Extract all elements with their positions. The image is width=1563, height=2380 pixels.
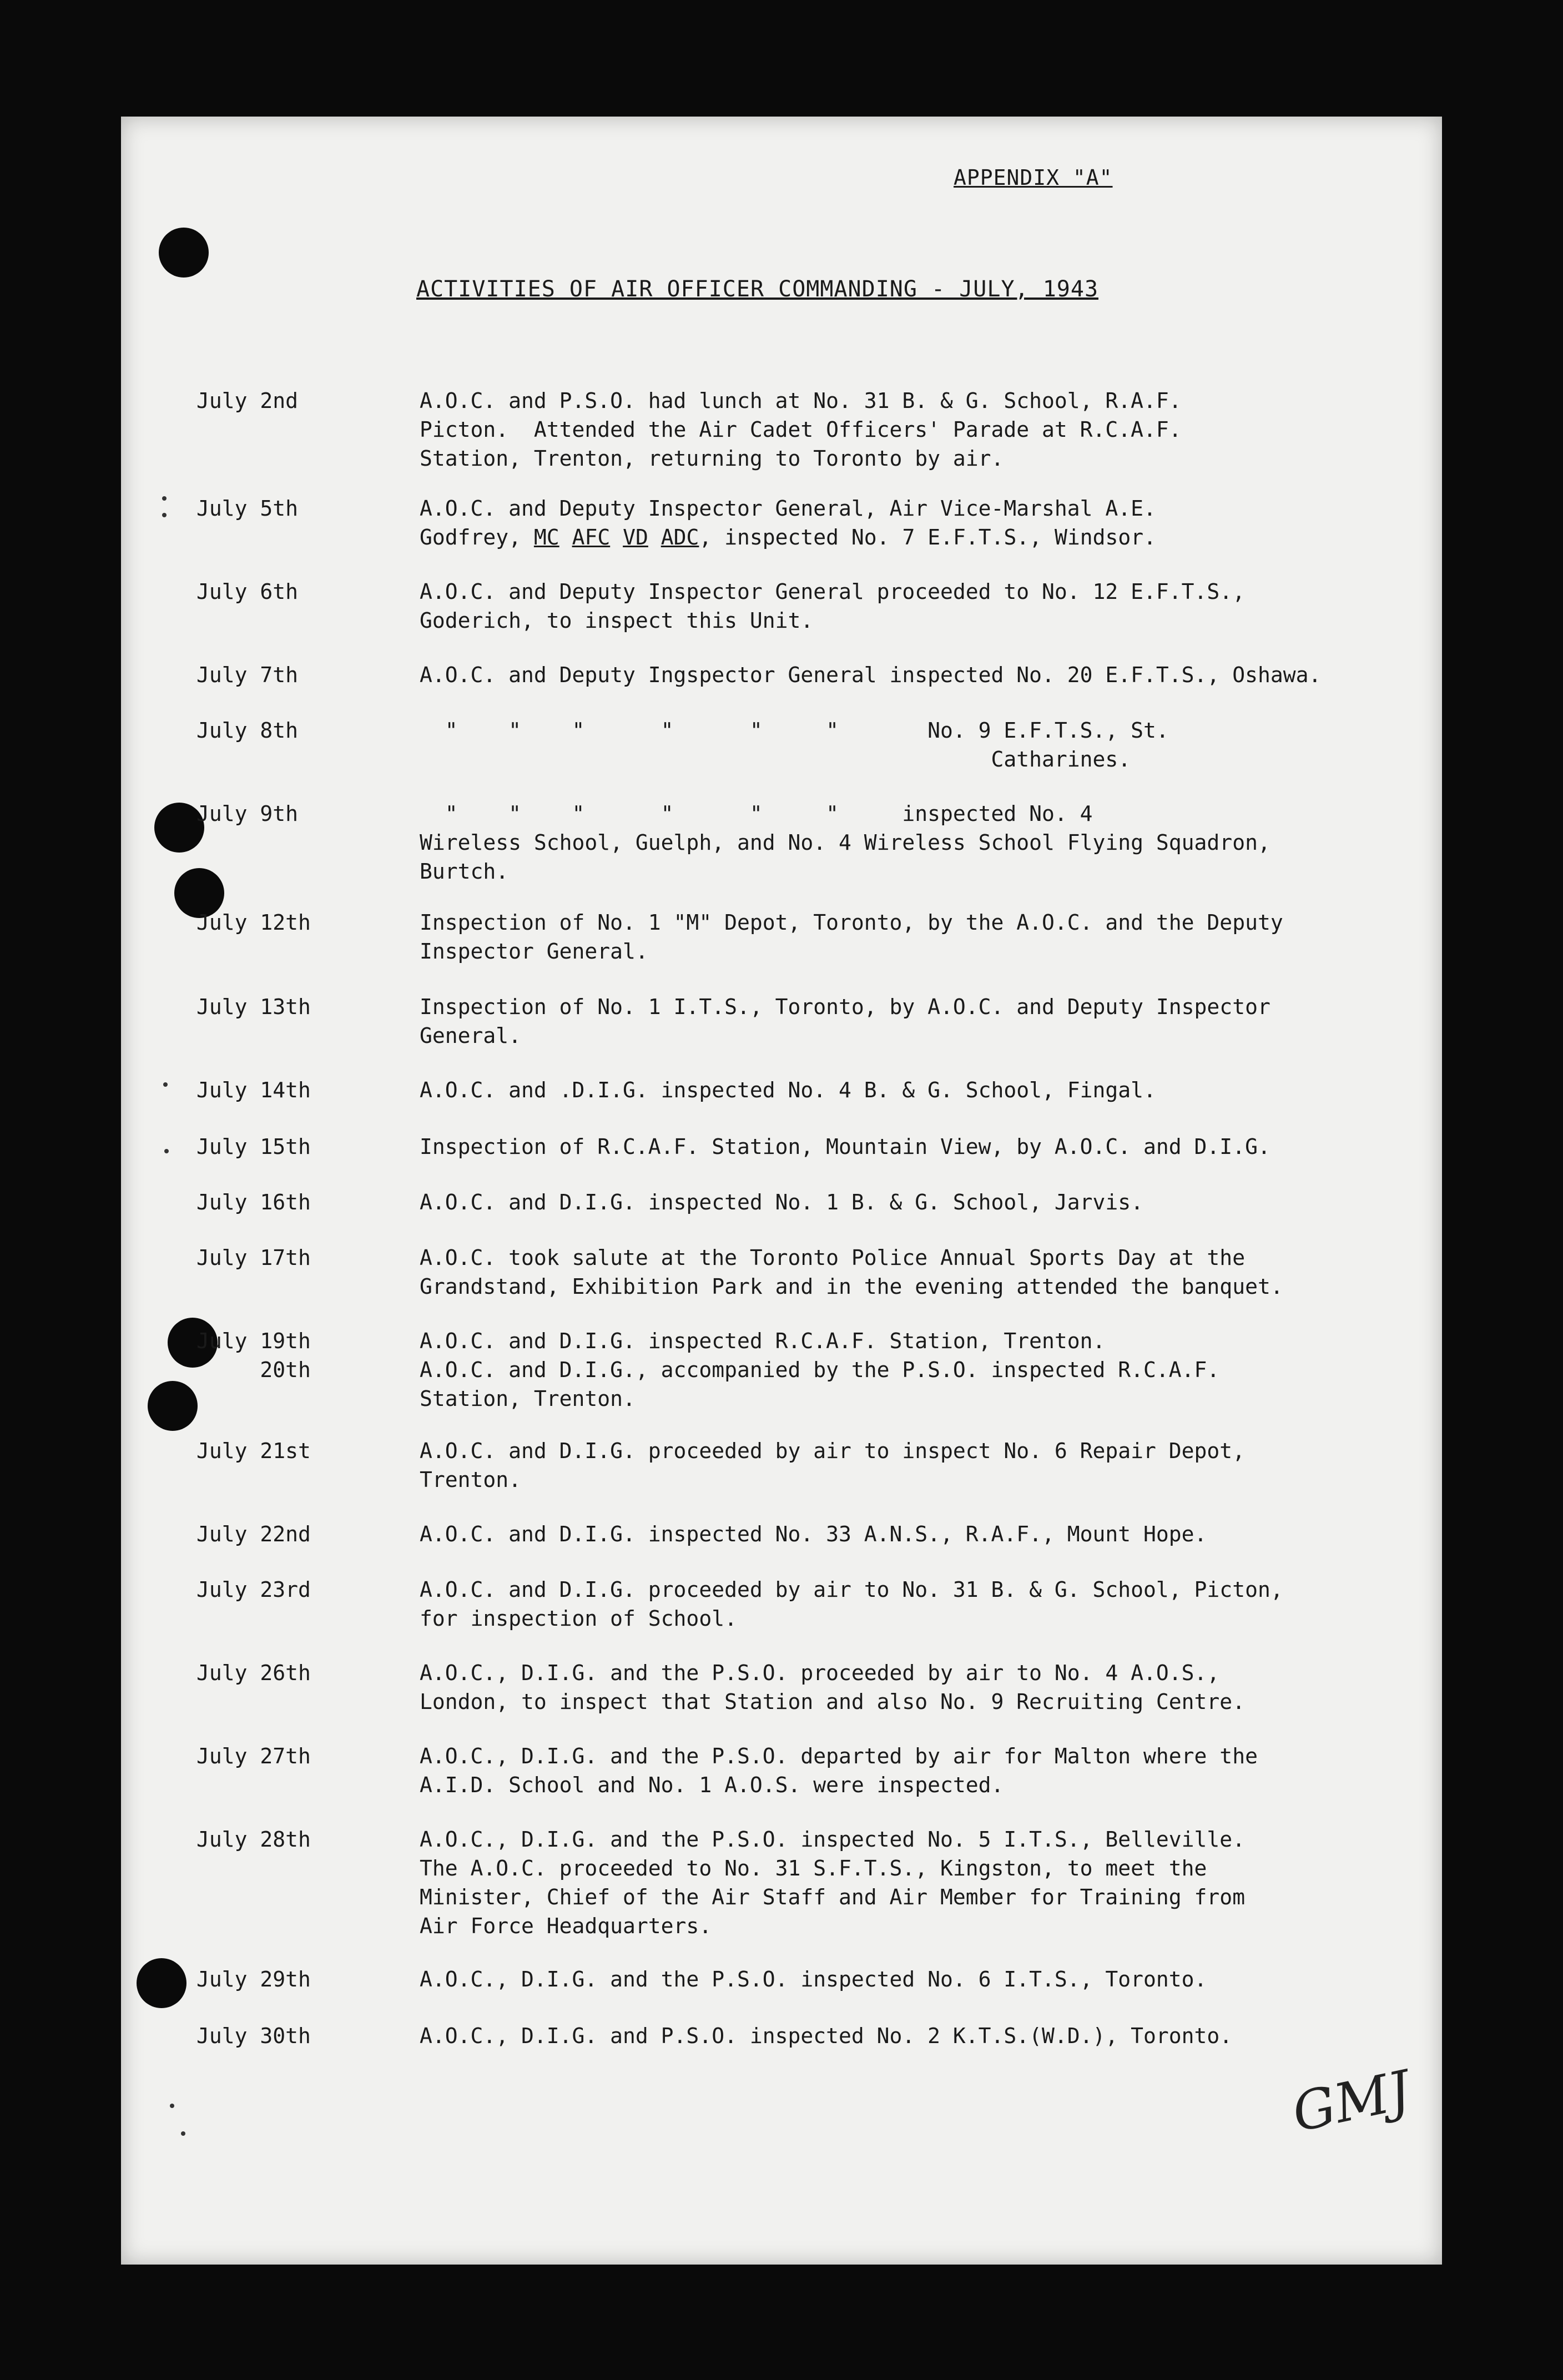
entry-text: A.O.C. and P.S.O. had lunch at No. 31 B. & G. School, R.A.F. Picton. Attended the Air Cadet Officers' Parade at R.C.A.F. Station, Trenton, returning to Toronto by air.	[420, 389, 1182, 471]
entry-date: July 8th	[196, 718, 299, 743]
entry-text: " " " " " " inspected No. 4 Wireless School, Guelph, and No. 4 Wireless School Flying Squadron, Burtch.	[420, 801, 1270, 884]
punch-hole	[159, 228, 209, 278]
margin-mark	[170, 2104, 174, 2108]
margin-mark	[164, 1149, 169, 1153]
honour-afc: AFC	[572, 525, 611, 549]
entry-text-post: , inspected No. 7 E.F.T.S., Windsor.	[699, 525, 1156, 549]
entry-date: July 21st	[196, 1439, 311, 1463]
entry-date: July 23rd	[196, 1577, 311, 1602]
document-page	[121, 117, 1442, 2265]
entry-date: July 7th	[196, 663, 299, 687]
entry-date: July 2nd	[196, 389, 299, 413]
honour-mc: MC	[533, 525, 559, 549]
entry-text: A.O.C. and D.I.G. inspected No. 33 A.N.S., R.A.F., Mount Hope.	[420, 1522, 1207, 1546]
entry-text: Inspection of No. 1 "M" Depot, Toronto, by the A.O.C. and the Deputy Inspector General.	[420, 910, 1283, 964]
entry-date: July 26th	[196, 1661, 311, 1685]
entry-date: July 5th	[196, 496, 299, 521]
entry-text: A.O.C., D.I.G. and the P.S.O. departed by air for Malton where the A.I.D. School and No. 1 A.O.S. were inspected.	[420, 1744, 1258, 1797]
entry-date: July 13th	[196, 995, 311, 1019]
entry-text: A.O.C. and .D.I.G. inspected No. 4 B. & G. School, Fingal.	[420, 1078, 1156, 1102]
margin-mark	[181, 2131, 185, 2136]
margin-mark	[163, 1082, 168, 1087]
punch-hole	[148, 1381, 198, 1431]
entry-text: A.O.C., D.I.G. and the P.S.O. inspected No. 5 I.T.S., Belleville. The A.O.C. proceeded to No. 31 S.F.T.S., Kingston, to meet the Minister, Chief of the Air Staff and Air Member for Training from Air Force Headquarters.	[420, 1827, 1246, 1938]
punch-hole	[137, 1958, 186, 2008]
entry-text: A.O.C., D.I.G. and the P.S.O. inspected No. 6 I.T.S., Toronto.	[420, 1967, 1207, 1991]
page-title: ACTIVITIES OF AIR OFFICER COMMANDING - JULY, 1943	[416, 276, 1099, 302]
entry-text: A.O.C. and D.I.G. inspected No. 1 B. & G. School, Jarvis.	[420, 1190, 1144, 1214]
entry-date: July 16th	[196, 1190, 311, 1214]
entry-text	[420, 494, 1419, 552]
entry-date: July 22nd	[196, 1522, 311, 1546]
entry-date: July 28th	[196, 1827, 311, 1852]
entry-text-line: A.O.C. and Deputy Inspector General, Air Vice-Marshal A.E.	[420, 496, 1156, 521]
entry-date: July 27th	[196, 1744, 311, 1768]
entry-text: " " " " " " No. 9 E.F.T.S., St. Catharines.	[445, 718, 1169, 772]
margin-mark	[162, 496, 167, 501]
entry-date: July 9th	[196, 801, 299, 826]
entry-text: A.O.C. and D.I.G. proceeded by air to No. 31 B. & G. School, Picton, for inspection of School.	[420, 1577, 1283, 1631]
entry-date: July 19th 20th	[196, 1329, 311, 1382]
entry-text: A.O.C. and Deputy Ingspector General inspected No. 20 E.F.T.S., Oshawa.	[420, 663, 1322, 687]
entry-date: July 14th	[196, 1078, 311, 1102]
entry-text: A.O.C. and Deputy Inspector General proceeded to No. 12 E.F.T.S., Goderich, to inspect this Unit.	[420, 579, 1246, 633]
entry-date: July 17th	[196, 1246, 311, 1270]
appendix-label: APPENDIX "A"	[954, 165, 1113, 190]
entry-text: Inspection of R.C.A.F. Station, Mountain View, by A.O.C. and D.I.G.	[420, 1134, 1270, 1159]
margin-mark	[162, 513, 167, 517]
entry-text: A.O.C. took salute at the Toronto Police Annual Sports Day at the Grandstand, Exhibition Park and in the evening attended the banquet.	[420, 1246, 1283, 1299]
honour-adc: ADC	[661, 525, 699, 549]
entry-date: July 6th	[196, 579, 299, 604]
handwritten-initials: GMJ	[1287, 2059, 1416, 2144]
entry-text: A.O.C. and D.I.G. inspected R.C.A.F. Station, Trenton. A.O.C. and D.I.G., accompanied by the P.S.O. inspected R.C.A.F. Station, Trenton.	[420, 1329, 1220, 1411]
entry-text: A.O.C., D.I.G. and the P.S.O. proceeded by air to No. 4 A.O.S., London, to inspect that Station and also No. 9 Recruiting Centre.	[420, 1661, 1246, 1714]
honour-vd: VD	[623, 525, 648, 549]
entry-date: July 12th	[196, 910, 311, 935]
entry-date: July 15th	[196, 1134, 311, 1159]
entry-date: July 30th	[196, 2024, 311, 2048]
entry-text: Inspection of No. 1 I.T.S., Toronto, by A.O.C. and Deputy Inspector General.	[420, 995, 1270, 1048]
entry-text-pre: Godfrey,	[420, 525, 534, 549]
entry-date: July 29th	[196, 1967, 311, 1991]
entry-text: A.O.C., D.I.G. and P.S.O. inspected No. 2 K.T.S.(W.D.), Toronto.	[420, 2024, 1233, 2048]
entry-text: A.O.C. and D.I.G. proceeded by air to inspect No. 6 Repair Depot, Trenton.	[420, 1439, 1246, 1492]
